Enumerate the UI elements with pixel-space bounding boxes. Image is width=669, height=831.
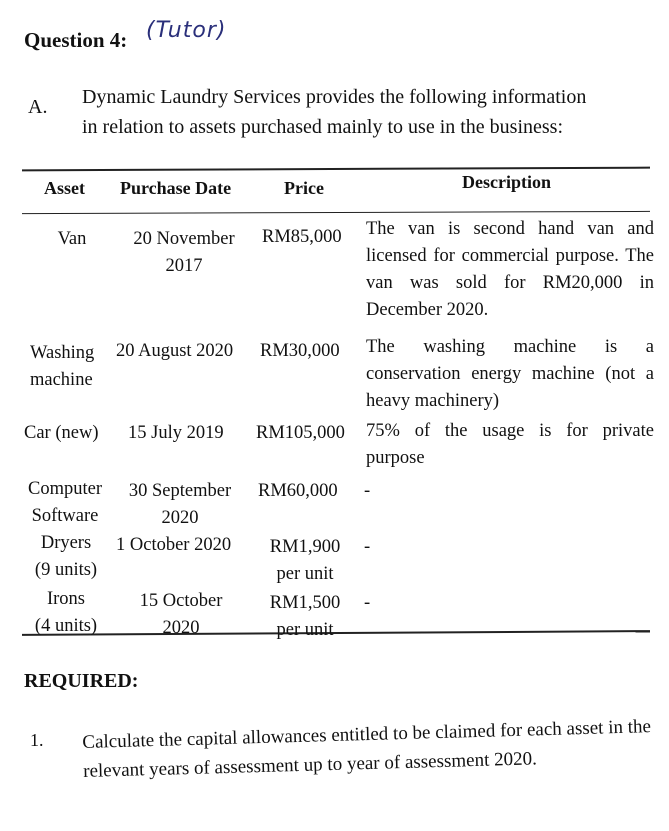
header-asset: Asset: [44, 178, 85, 198]
price-line: RM60,000: [258, 481, 338, 501]
section-letter: A.: [28, 96, 48, 118]
table-row-car-description: 75% of the usage is for private purpose: [366, 421, 654, 468]
table-row-irons-description: -: [364, 593, 371, 613]
asset-line: Irons: [46, 589, 86, 609]
table-row-washing-price: [260, 338, 340, 365]
asset-line: Dryers: [40, 533, 92, 553]
table-row-washing-date: [116, 338, 233, 365]
table-row-irons-date: [126, 588, 236, 642]
table-row-software-date: [118, 478, 242, 532]
asset-line: Software: [31, 506, 99, 526]
table-row-van-asset: [22, 226, 122, 253]
table-row-car-date: [128, 420, 224, 447]
date-line: 2017: [165, 256, 203, 276]
asset-line: Car (new): [24, 423, 99, 443]
asset-line: (9 units): [34, 560, 98, 580]
header-purchase-date: Purchase Date: [120, 178, 232, 198]
table-row-car-asset: [24, 420, 98, 447]
table-row-irons-asset: [24, 586, 108, 640]
table-row-van-date: [120, 226, 248, 280]
price-line: RM85,000: [262, 227, 342, 247]
date-line: 20 August 2020: [116, 341, 234, 361]
required-item-number: 1.: [30, 730, 44, 750]
asset-line: (4 units): [34, 616, 98, 636]
table-row-software-asset: [22, 476, 108, 530]
date-line: 15 July 2019: [128, 423, 224, 443]
table-row-car-price: [256, 420, 345, 447]
table-row-van-description: The van is second hand van and licensed for commercial purpose. The van was sold for RM20,000 in December 2020.: [366, 219, 654, 320]
table-row-dryers-asset: [24, 530, 108, 584]
asset-line: machine: [30, 370, 93, 390]
table-row-dryers-description: -: [364, 537, 371, 557]
date-line: 30 September: [128, 481, 232, 501]
table-row-irons-price: [258, 590, 352, 644]
asset-line: Washing: [30, 343, 95, 363]
header-description: Description: [462, 172, 551, 192]
asset-line: Computer: [28, 479, 102, 499]
table-header-rule: [22, 211, 650, 214]
date-line: 2020: [161, 508, 199, 528]
required-heading: REQUIRED:: [24, 670, 139, 692]
table-row-software-price: [258, 478, 338, 505]
intro-line-2: in relation to assets purchased mainly to use in the business:: [82, 116, 564, 138]
table-row-washing-asset: [30, 340, 94, 394]
price-line: per unit: [276, 564, 334, 584]
price-line: per unit: [276, 620, 334, 640]
price-line: RM105,000: [256, 423, 345, 443]
table-row-washing-description: The washing machine is a conservation energy machine (not a heavy machinery): [366, 337, 654, 411]
table-row-dryers-date: [116, 532, 231, 559]
table-row-software-description: -: [364, 481, 371, 501]
required-item-text: Calculate the capital allowances entitled to be claimed for each asset in the relevant years of assessment up to year of assessment 2020.: [82, 716, 652, 782]
table-top-rule: [22, 167, 650, 172]
table-row-van-price: [262, 224, 342, 251]
question-title: Question 4:: [24, 28, 128, 52]
date-line: 2020: [162, 618, 200, 638]
section-intro: [82, 82, 586, 142]
price-line: RM1,500: [269, 593, 341, 613]
price-line: RM30,000: [260, 341, 340, 361]
table-row-dryers-price: [258, 534, 352, 588]
header-price: Price: [284, 178, 324, 198]
asset-line: Van: [57, 229, 87, 249]
handwritten-note: (Tutor): [146, 18, 227, 43]
date-line: 15 October: [139, 591, 223, 611]
date-line: 20 November: [133, 229, 235, 249]
intro-line-1: Dynamic Laundry Services provides the following information: [82, 86, 587, 108]
price-line: RM1,900: [269, 537, 341, 557]
date-line: 1 October 2020: [116, 535, 232, 555]
